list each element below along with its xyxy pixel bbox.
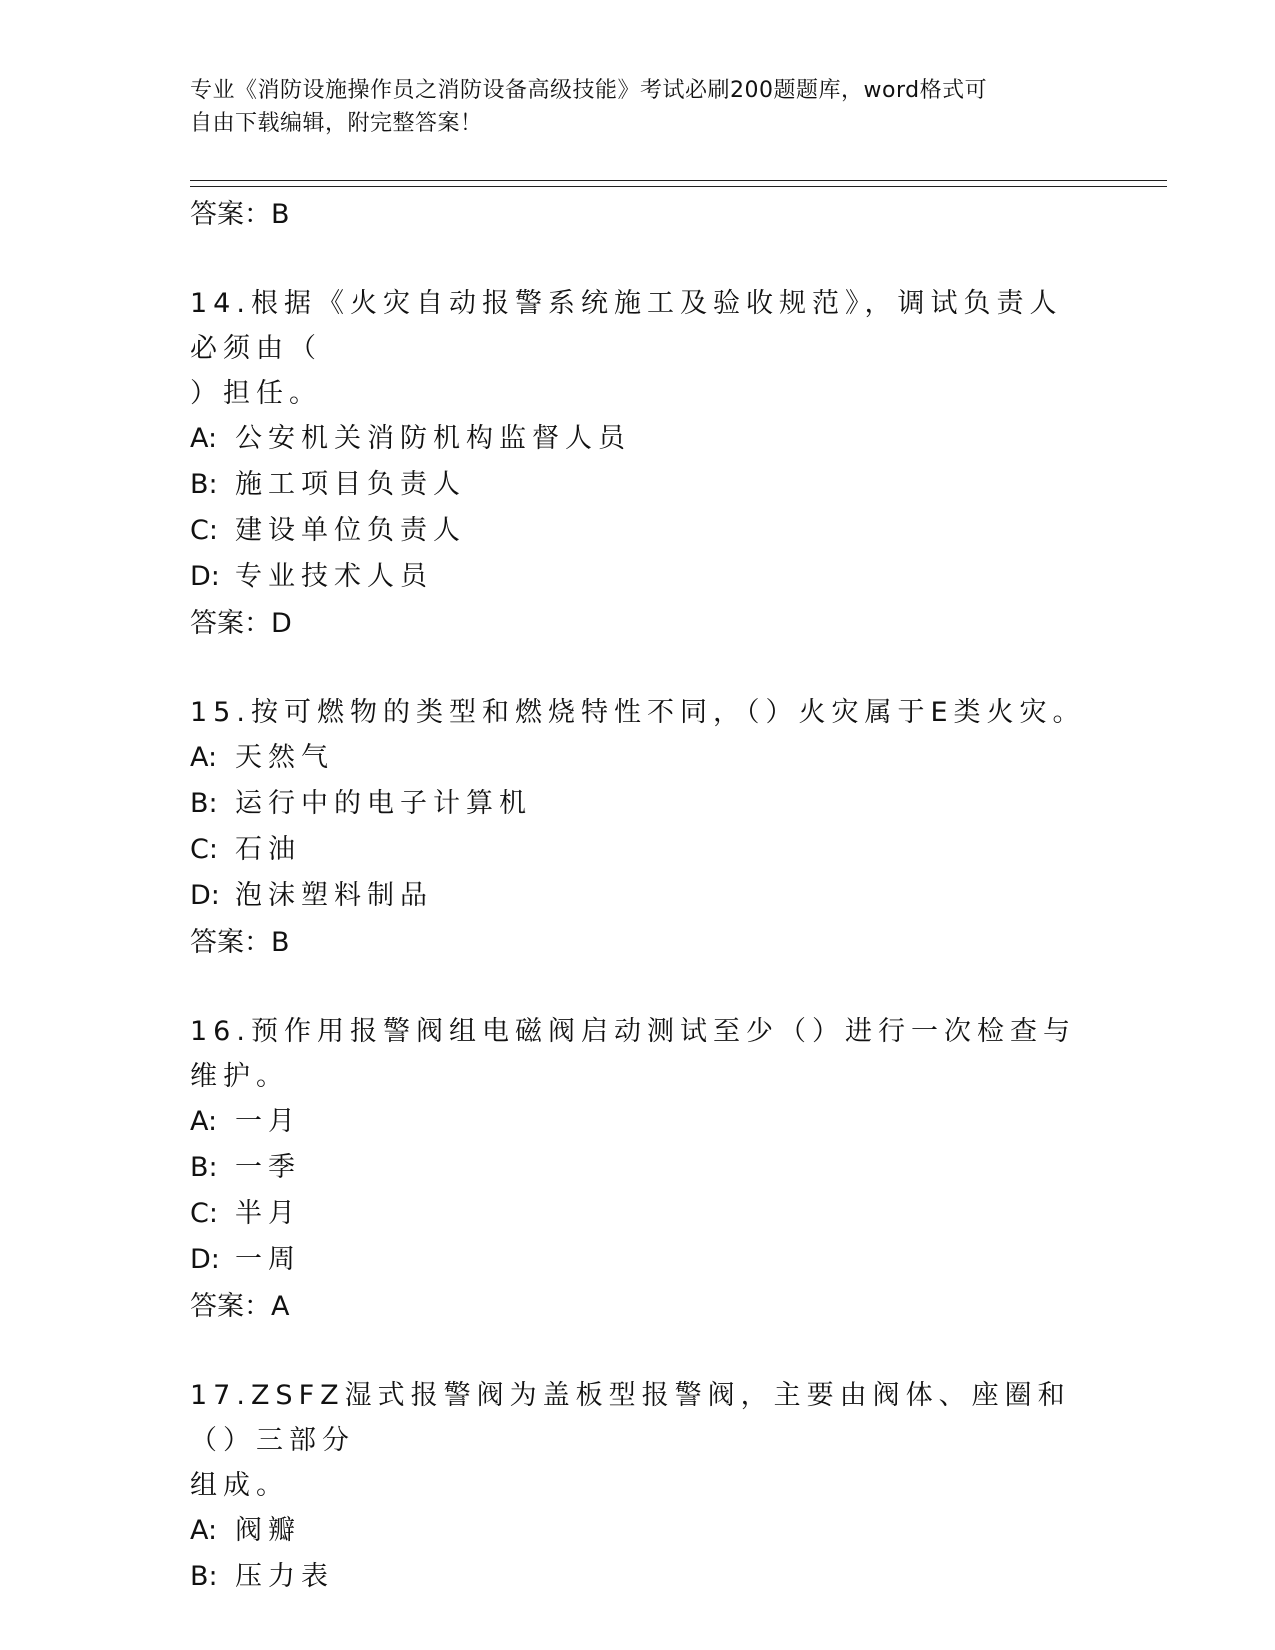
- option-letter: C:: [190, 1198, 218, 1229]
- option-d: [190, 873, 1090, 919]
- answer-line: 答案：B: [190, 199, 290, 230]
- option-a: [190, 1099, 1090, 1145]
- question-text-line: 15.按可燃物的类型和燃烧特性不同，（）火灾属于E类火灾。: [190, 697, 1086, 728]
- option-a: [190, 416, 1090, 462]
- answer-line: 答案：B: [190, 927, 290, 958]
- answer-line: 答案：A: [190, 1291, 290, 1322]
- option-letter: B:: [190, 1561, 218, 1592]
- question-text-line: 14.根据《火灾自动报警系统施工及验收规范》，调试负责人必须由（: [190, 288, 1063, 364]
- question-text-line: 16.预作用报警阀组电磁阀启动测试至少（）进行一次检查与维护。: [190, 1016, 1076, 1092]
- option-text: 石油: [235, 834, 301, 865]
- option-d: [190, 554, 1090, 600]
- option-b: [190, 462, 1090, 508]
- option-text: 一周: [235, 1244, 301, 1275]
- option-letter: A:: [190, 742, 218, 773]
- option-c: [190, 827, 1090, 873]
- option-text: 泡沫塑料制品: [235, 880, 433, 911]
- question-stem-17: [190, 1373, 1090, 1508]
- question-text-line: ）担任。: [190, 378, 322, 409]
- option-letter: A:: [190, 423, 218, 454]
- option-text: 施工项目负责人: [235, 469, 466, 500]
- question-text-line: 组成。: [190, 1470, 289, 1501]
- header-divider-bottom: [190, 186, 1167, 187]
- option-text: 一季: [235, 1152, 301, 1183]
- option-letter: A:: [190, 1106, 218, 1137]
- option-text: 公安机关消防机构监督人员: [235, 423, 631, 454]
- option-text: 压力表: [235, 1561, 334, 1592]
- option-c: [190, 508, 1090, 554]
- document-header: [190, 74, 1090, 140]
- option-text: 天然气: [235, 742, 334, 773]
- option-letter: C:: [190, 834, 218, 865]
- question-stem-16: [190, 1009, 1090, 1099]
- question-stem-15: [190, 690, 1090, 735]
- option-text: 专业技术人员: [235, 561, 433, 592]
- option-b: [190, 1554, 1090, 1600]
- question-stem-14: [190, 281, 1090, 416]
- option-text: 一月: [235, 1106, 301, 1137]
- option-letter: A:: [190, 1515, 218, 1546]
- option-letter: B:: [190, 469, 218, 500]
- option-letter: D:: [190, 1244, 220, 1275]
- header-line-2: 自由下载编辑，附完整答案！: [190, 111, 483, 136]
- answer-line: 答案：D: [190, 608, 292, 639]
- option-letter: C:: [190, 515, 218, 546]
- option-a: [190, 1508, 1090, 1554]
- option-letter: D:: [190, 880, 220, 911]
- header-divider-top: [190, 180, 1167, 181]
- option-text: 半月: [235, 1198, 301, 1229]
- option-text: 阀瓣: [235, 1515, 301, 1546]
- option-letter: B:: [190, 788, 218, 819]
- option-b: [190, 1145, 1090, 1191]
- option-a: [190, 735, 1090, 781]
- question-list: [190, 191, 1090, 1600]
- option-text: 建设单位负责人: [235, 515, 466, 546]
- option-letter: B:: [190, 1152, 218, 1183]
- header-line-1: 专业《消防设施操作员之消防设备高级技能》考试必刷200题题库，word格式可: [190, 78, 988, 103]
- question-text-line: 17.ZSFZ湿式报警阀为盖板型报警阀，主要由阀体、座圈和（）三部分: [190, 1380, 1071, 1456]
- option-d: [190, 1237, 1090, 1283]
- option-letter: D:: [190, 561, 220, 592]
- option-text: 运行中的电子计算机: [235, 788, 532, 819]
- option-c: [190, 1191, 1090, 1237]
- option-b: [190, 781, 1090, 827]
